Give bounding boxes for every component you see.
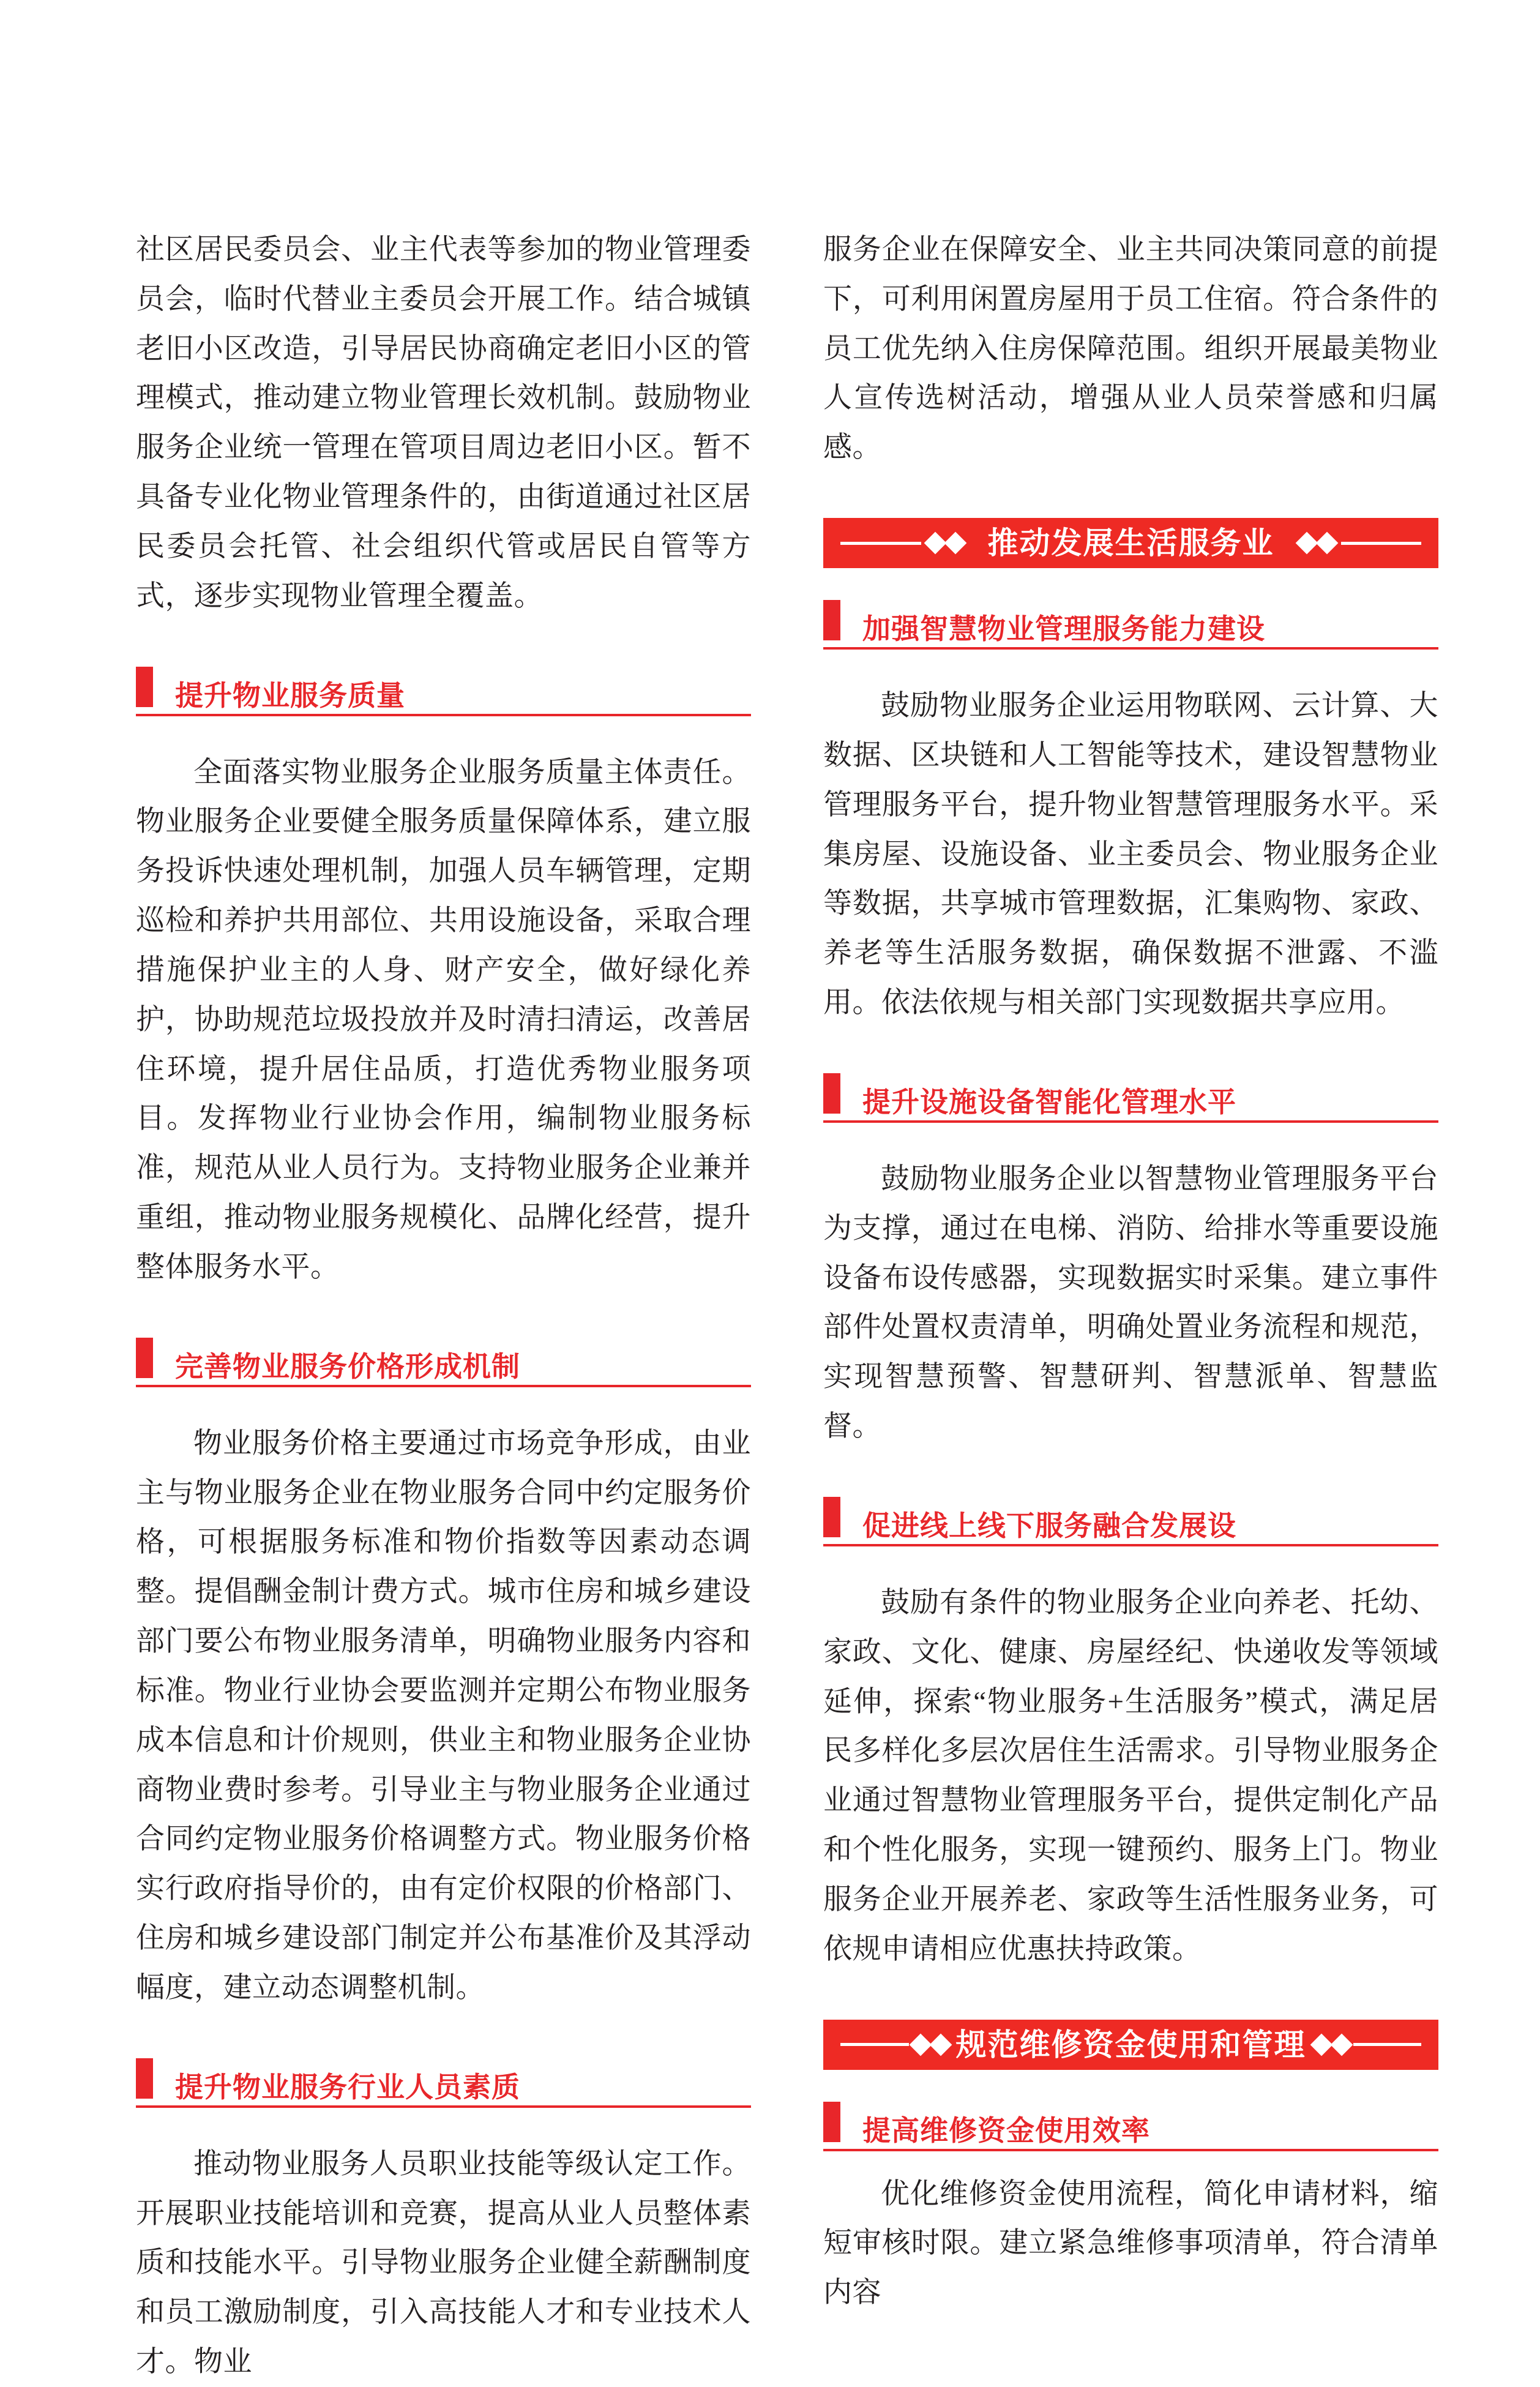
- subheading-rule: [136, 2105, 751, 2108]
- subheading-label: 完善物业服务价格形成机制: [175, 1349, 520, 1383]
- red-bar-icon: [823, 1497, 840, 1537]
- spacer: [136, 1292, 751, 1338]
- banner-inner: [823, 2026, 1438, 2063]
- banner-line-right: [1341, 542, 1422, 545]
- spacer: [823, 1123, 1438, 1155]
- banner-promote-life-services: [823, 518, 1438, 568]
- red-bar-icon: [823, 600, 840, 640]
- subheading-row: [136, 2058, 751, 2104]
- red-bar-icon: [136, 1338, 153, 1378]
- section-body: 物业服务价格主要通过市场竞争形成，由业主与物业服务企业在物业服务合同中约定服务价格，可根据服务标准和物价指数等因素动态调整。提倡酬金制计费方式。城市住房和城乡建设部门要公布物业服务清单，明确物业服务内容和标准。物业行业协会要监测并定期公布物业服务成本信息和计价规则，供业主和物业服务企业协商物业费时参考。引导业主与物业服务企业通过合同约定物业服务价格调整方式。物业服务价格实行政府指导价的，由有定价权限的价格部门、住房和城乡建设部门制定并公布基准价及其浮动幅度，建立动态调整机制。: [136, 1427, 751, 2004]
- subheading-label: 提升设施设备智能化管理水平: [862, 1085, 1236, 1119]
- diamond-pair-right-icon: [1299, 535, 1335, 551]
- spacer: [136, 2013, 751, 2058]
- subheading-smart-property-management: [823, 600, 1438, 650]
- subheading-label: 提高维修资金使用效率: [862, 2113, 1150, 2147]
- subheading-rule: [823, 2149, 1438, 2151]
- subheading-facility-intelligence-level: [823, 1073, 1438, 1123]
- section-body: 优化维修资金使用流程，简化申请材料，缩短审核时限。建立紧急维修事项清单，符合清单内容: [823, 2178, 1438, 2309]
- subheading-improve-service-quality: [136, 667, 751, 716]
- subheading-rule: [823, 1544, 1438, 1546]
- left-column: [136, 225, 751, 2387]
- subheading-row: [823, 1497, 1438, 1542]
- red-bar-icon: [136, 2058, 153, 2099]
- spacer: [823, 2070, 1438, 2102]
- spacer: [136, 621, 751, 667]
- subheading-label: 提升物业服务质量: [175, 678, 405, 712]
- banner-title: 推动发展生活服务业: [987, 525, 1274, 561]
- diamond-pair-left-icon: [913, 2037, 949, 2053]
- section-body: 鼓励物业服务企业运用物联网、云计算、大数据、区块链和人工智能等技术，建设智慧物业管理服务平台，提升物业智慧管理服务水平。采集房屋、设施设备、业主委员会、物业服务企业等数据，共享城市管理数据，汇集购物、家政、养老等生活服务数据，确保数据不泄露、不滥用。依法依规与相关部门实现数据共享应用。: [823, 690, 1438, 1019]
- spacer: [136, 1387, 751, 1419]
- two-column-layout: [136, 225, 1446, 2387]
- subheading-row: [136, 1338, 751, 1383]
- subheading-rule: [136, 714, 751, 716]
- spacer: [823, 1974, 1438, 2020]
- banner-inner: [823, 525, 1438, 561]
- red-bar-icon: [136, 667, 153, 707]
- section-body: 鼓励有条件的物业服务企业向养老、托幼、家政、文化、健康、房屋经纪、快递收发等领域延伸，探索“物业服务+生活服务”模式，满足居民多样化多层次居住生活需求。引导物业服务企业通过智慧物业管理服务平台，提供定制化产品和个性化服务，实现一键预约、服务上门。物业服务企业开展养老、家政等生活性服务业务，可依规申请相应优惠扶持政策。: [823, 1586, 1438, 1965]
- banner-line-right: [1353, 2043, 1422, 2046]
- banner-line-left: [840, 2043, 909, 2046]
- subheading-rule: [823, 1120, 1438, 1123]
- subheading-online-offline-integration: [823, 1497, 1438, 1546]
- subheading-label: 促进线上线下服务融合发展设: [862, 1508, 1236, 1542]
- subheading-rule: [136, 1385, 751, 1387]
- spacer: [823, 650, 1438, 681]
- subheading-price-formation-mechanism: [136, 1338, 751, 1387]
- subheading-rule: [823, 647, 1438, 650]
- diamond-pair-left-icon: [927, 535, 963, 551]
- spacer: [823, 2151, 1438, 2170]
- spacer: [136, 716, 751, 748]
- subheading-personnel-quality: [136, 2058, 751, 2108]
- subheading-maintenance-fund-efficiency: [823, 2102, 1438, 2151]
- banner-title: 规范维修资金使用和管理: [955, 2026, 1306, 2063]
- spacer: [823, 1028, 1438, 1073]
- red-bar-icon: [823, 1073, 840, 1114]
- banner-line-left: [840, 542, 921, 545]
- diamond-pair-right-icon: [1314, 2037, 1350, 2053]
- banner-maintenance-fund-management: [823, 2020, 1438, 2070]
- right-continued-paragraph: 服务企业在保障安全、业主共同决策同意的前提下，可利用闲置房屋用于员工住宿。符合条件的员工优先纳入住房保障范围。组织开展最美物业人宣传选树活动，增强从业人员荣誉感和归属感。: [823, 234, 1438, 464]
- section-body: 推动物业服务人员职业技能等级认定工作。开展职业技能培训和竞赛，提高从业人员整体素质和技能水平。引导物业服务企业健全薪酬制度和员工激励制度，引入高技能人才和专业技术人才。物业: [136, 2148, 751, 2378]
- spacer: [823, 568, 1438, 600]
- left-continued-paragraph: 社区居民委员会、业主代表等参加的物业管理委员会，临时代替业主委员会开展工作。结合城镇老旧小区改造，引导居民协商确定老旧小区的管理模式，推动建立物业管理长效机制。鼓励物业服务企业统一管理在管项目周边老旧小区。暂不具备专业化物业管理条件的，由街道通过社区居民委员会托管、社会组织代管或居民自管等方式，逐步实现物业管理全覆盖。: [136, 234, 751, 612]
- right-column: [823, 225, 1438, 2318]
- subheading-row: [823, 1073, 1438, 1119]
- section-body: 鼓励物业服务企业以智慧物业管理服务平台为支撑，通过在电梯、消防、给排水等重要设施设备布设传感器，实现数据实时采集。建立事件部件处置权责清单，明确处置业务流程和规范，实现智慧预警、智慧研判、智慧派单、智慧监督。: [823, 1163, 1438, 1443]
- subheading-row: [823, 2102, 1438, 2147]
- spacer: [823, 473, 1438, 518]
- spacer: [823, 1452, 1438, 1497]
- section-body: 全面落实物业服务企业服务质量主体责任。物业服务企业要健全服务质量保障体系，建立服务投诉快速处理机制，加强人员车辆管理，定期巡检和养护共用部位、共用设施设备，采取合理措施保护业主的人身、财产安全，做好绿化养护，协助规范垃圾投放并及时清扫清运，改善居住环境，提升居住品质，打造优秀物业服务项目。发挥物业行业协会作用，编制物业服务标准，规范从业人员行为。支持物业服务企业兼并重组，推动物业服务规模化、品牌化经营，提升整体服务水平。: [136, 756, 751, 1283]
- spacer: [823, 1546, 1438, 1578]
- spacer: [136, 2108, 751, 2140]
- subheading-label: 加强智慧物业管理服务能力建设: [862, 612, 1265, 646]
- subheading-row: [136, 667, 751, 712]
- subheading-row: [823, 600, 1438, 646]
- red-bar-icon: [823, 2102, 840, 2142]
- subheading-label: 提升物业服务行业人员素质: [175, 2070, 520, 2104]
